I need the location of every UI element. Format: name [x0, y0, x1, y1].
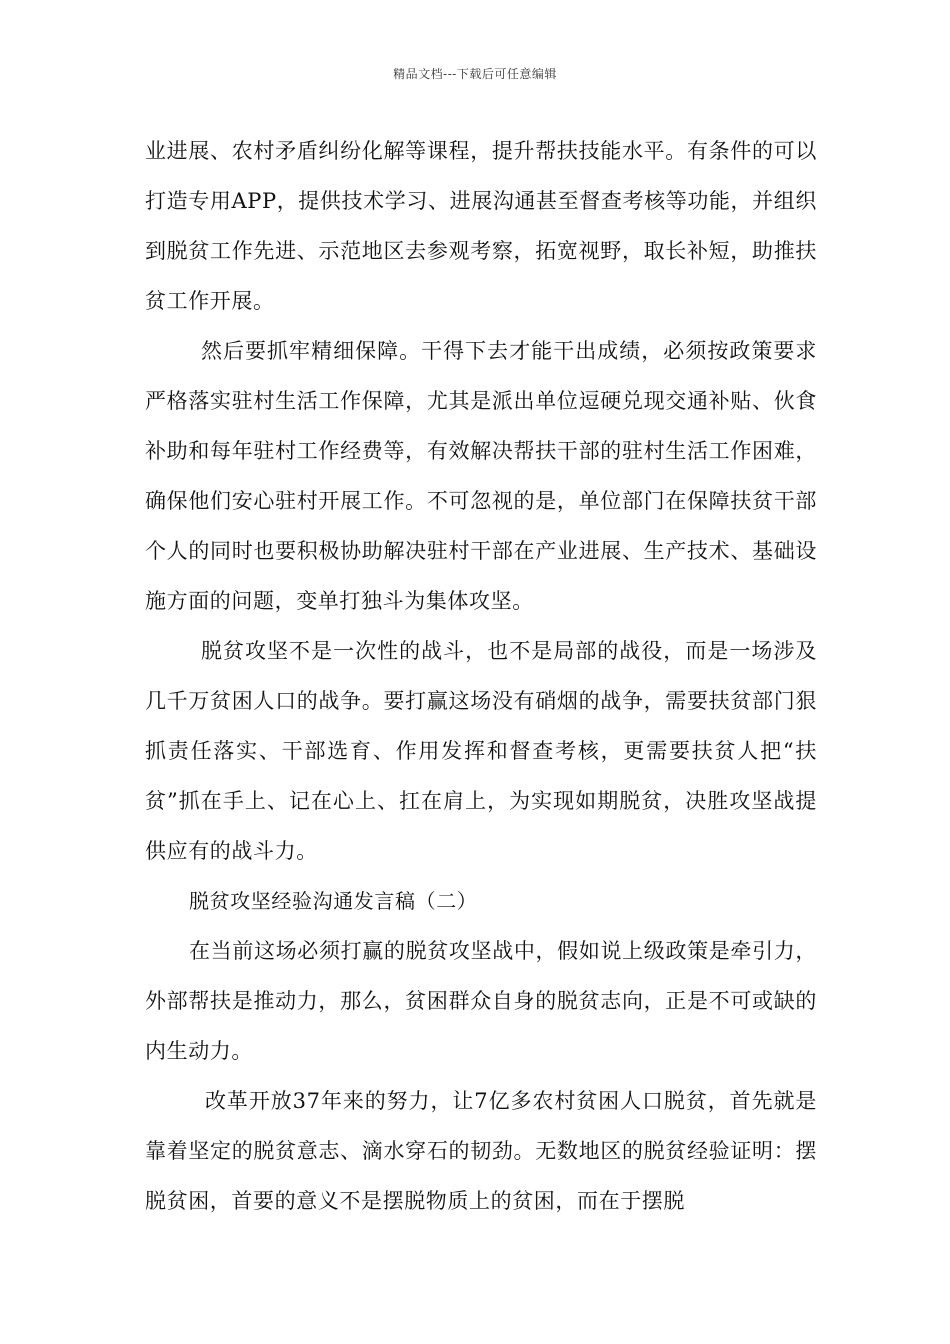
page-header: 精品文档---下载后可任意编辑: [393, 67, 557, 81]
paragraph-2: 然后要抓牢精细保障。干得下去才能干出成绩，必须按政策要求严格落实驻村生活工作保障，尤其是派出单位逗硬兑现交通补贴、伙食补助和每年驻村工作经费等，有效解决帮扶干部的驻村生活工作困难，确保他们安心驻村开展工作。不可忽视的是，单位部门在保障扶贫干部个人的同时也要积极协助解决驻村干部在产业进展、生产技术、基础设施方面的问题，变单打独斗为集体攻坚。: [145, 339, 817, 613]
paragraph-1: 业进展、农村矛盾纠纷化解等课程，提升帮扶技能水平。有条件的可以打造专用APP，提供技术学习、进展沟通甚至督查考核等功能，并组织到脱贫工作先进、示范地区去参观考察，拓宽视野，取长补短，助推扶贫工作开展。: [145, 139, 817, 313]
section-subtitle: 脱贫攻坚经验沟通发言稿（二）: [189, 889, 478, 913]
document-body: [145, 126, 817, 1226]
paragraph-5: 改革开放37年来的努力，让7亿多农村贫困人口脱贫，首先就是靠着坚定的脱贫意志、滴水穿石的韧劲。无数地区的脱贫经验证明：摆脱贫困，首要的意义不是摆脱物质上的贫困，而在于摆脱: [145, 1089, 817, 1213]
paragraph-3: 脱贫攻坚不是一次性的战斗，也不是局部的战役，而是一场涉及几千万贫困人口的战争。要打赢这场没有硝烟的战争，需要扶贫部门狠抓责任落实、干部选育、作用发挥和督查考核，更需要扶贫人把“扶贫”抓在手上、记在心上、扛在肩上，为实现如期脱贫，决胜攻坚战提供应有的战斗力。: [145, 639, 817, 863]
paragraph-4: 在当前这场必须打赢的脱贫攻坚战中，假如说上级政策是牵引力，外部帮扶是推动力，那么，贫困群众自身的脱贫志向，正是不可或缺的内生动力。: [145, 939, 817, 1063]
